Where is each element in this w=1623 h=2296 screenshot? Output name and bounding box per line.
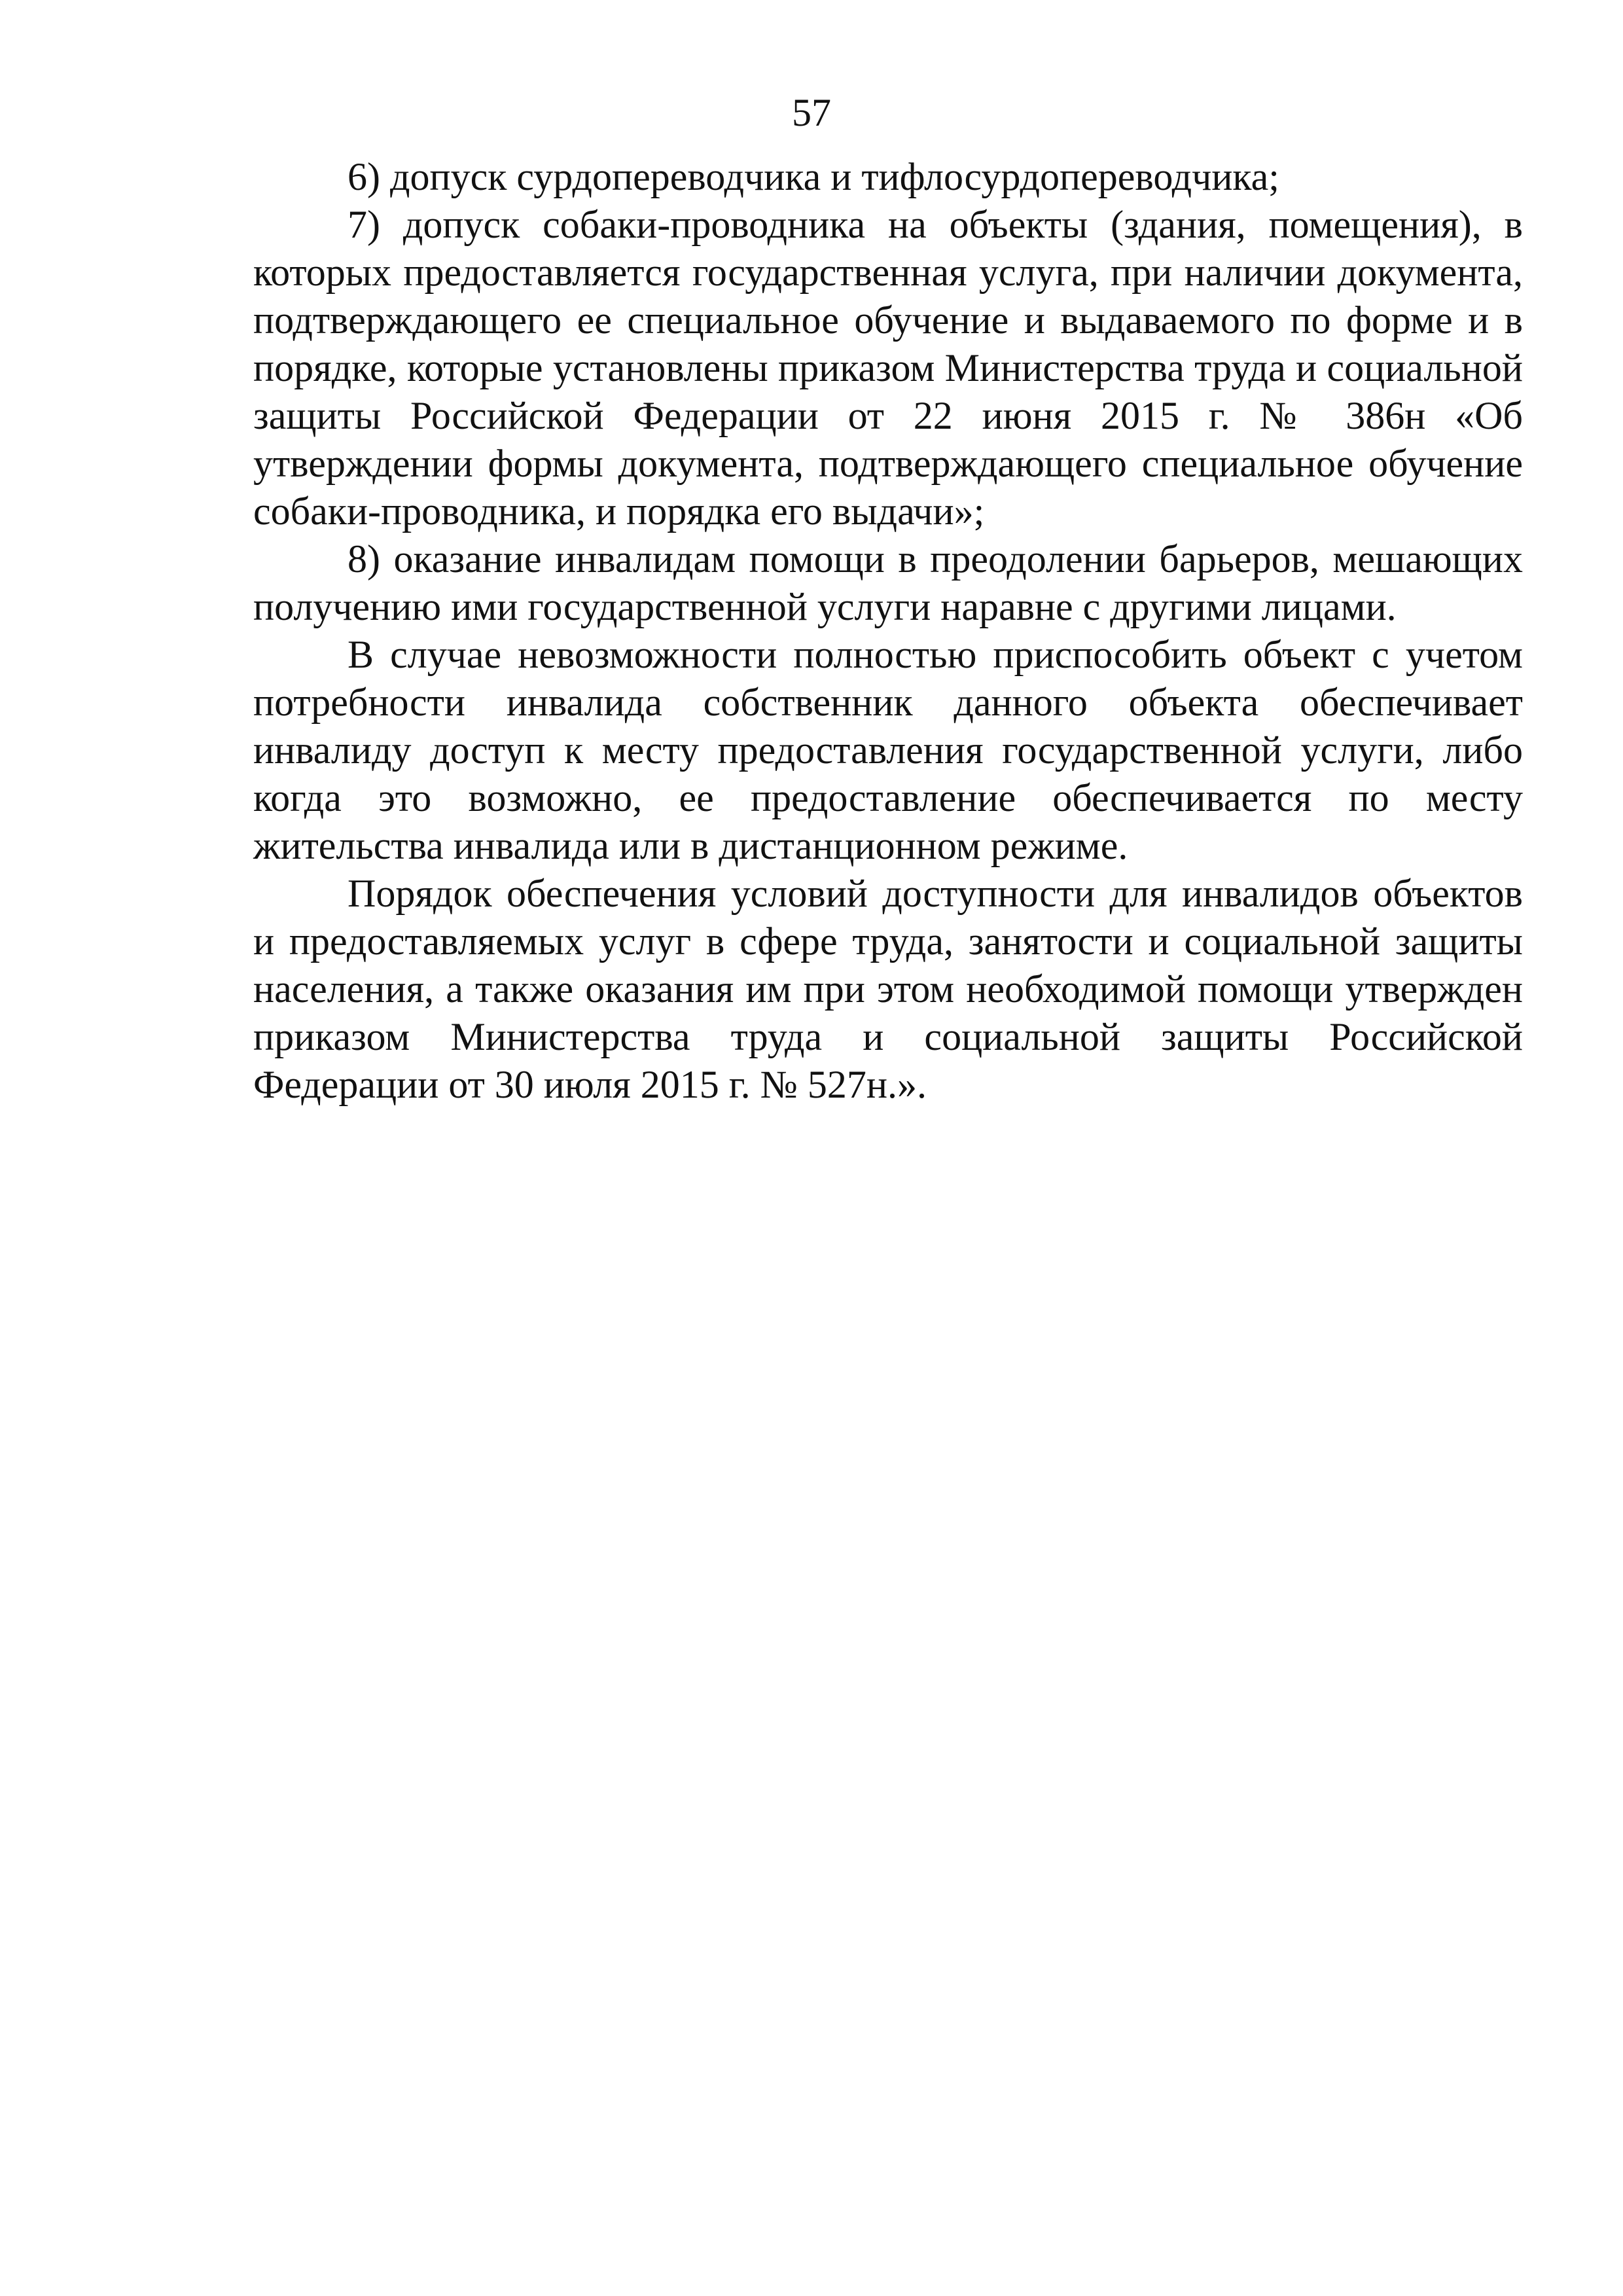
- page-number: 57: [792, 91, 831, 134]
- paragraph-item-7: 7) допуск собаки-проводника на объекты (здания, помещения), в которых предоставляется государственная услуга, при наличии документа, подтверждающего ее специальное обучение и выдаваемого по форме и в порядке, которые установлены приказом Министерства труда и социальной защиты Российской Федерации от 22 июня 2015 г. № 386н «Об утверждении формы документа, подтверждающего специальное обучение собаки-проводника, и порядка его выдачи»;: [253, 203, 1523, 533]
- document-body: [253, 153, 1523, 1109]
- paragraph-item-6: 6) допуск сурдопереводчика и тифлосурдопереводчика;: [348, 155, 1279, 198]
- paragraph-item-8: 8) оказание инвалидам помощи в преодолении барьеров, мешающих получению ими государственной услуги наравне с другими лицами.: [253, 537, 1523, 628]
- paragraph-accessibility-order: Порядок обеспечения условий доступности для инвалидов объектов и предоставляемых услуг в сфере труда, занятости и социальной защиты населения, а также оказания им при этом необходимой помощи утвержден приказом Министерства труда и социальной защиты Российской Федерации от 30 июля 2015 г. № 527н.».: [253, 872, 1523, 1106]
- paragraph-accessibility-fallback: В случае невозможности полностью приспособить объект с учетом потребности инвалида собственник данного объекта обеспечивает инвалиду доступ к месту предоставления государственной услуги, либо когда это возможно, ее предоставление обеспечивается по месту жительства инвалида или в дистанционном режиме.: [253, 633, 1523, 867]
